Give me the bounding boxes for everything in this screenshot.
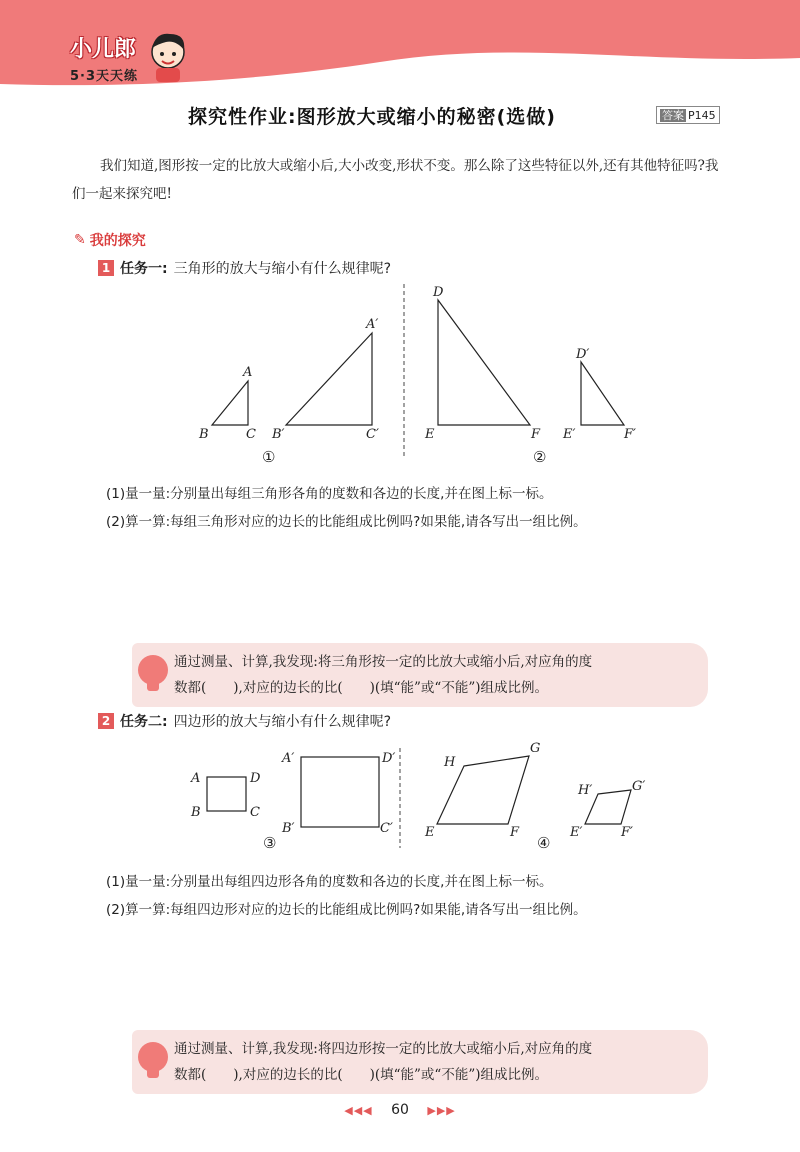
intro-paragraph: 我们知道,图形按一定的比放大或缩小后,大小改变,形状不变。那么除了这些特征以外,还有其他特征吗?我们一起来探究吧! — [72, 158, 719, 202]
page-title: 探究性作业:图形放大或缩小的秘密(选做) — [188, 106, 556, 128]
vertex-label: B — [199, 427, 209, 442]
task2-number: 2 — [98, 713, 114, 729]
vertex-label: C — [246, 427, 256, 442]
vertex-label: G — [530, 741, 541, 756]
task2-conclusion-box — [132, 1030, 708, 1094]
vertex-label: G′ — [632, 779, 646, 794]
vertex-label: E — [425, 427, 435, 442]
group-mark: ③ — [263, 834, 277, 852]
vertex-label: C′ — [380, 821, 393, 836]
task1-text: 三角形的放大与缩小有什么规律呢? — [173, 261, 392, 277]
task2-label: 任务二: — [120, 714, 168, 730]
task2-question1: (1)量一量:分别量出每组四边形各角的度数和各边的长度,并在图上标一标。 — [106, 874, 553, 890]
vertex-label: F′ — [621, 825, 633, 840]
lightbulb-icon — [138, 1042, 168, 1072]
task2-question2: (2)算一算:每组四边形对应的边长的比能组成比例吗?如果能,请各写出一组比例。 — [106, 902, 587, 918]
task1-note-line1: 通过测量、计算,我发现:将三角形按一定的比放大或缩小后,对应角的度 — [174, 654, 593, 670]
page-footer — [0, 1102, 800, 1118]
vertex-label: D′ — [382, 751, 396, 766]
brand-name: 小儿郎 — [70, 37, 137, 62]
vertex-label: H — [444, 755, 456, 770]
vertex-label: A — [191, 771, 201, 786]
vertex-label: D — [250, 771, 261, 786]
vertex-label: A′ — [366, 317, 379, 332]
series-name: 5·3天天练 — [70, 69, 139, 84]
page-number: 60 — [391, 1102, 409, 1118]
task2-note-line2: 数都( ),对应的边长的比( )(填“能”或“不能”)组成比例。 — [174, 1067, 548, 1083]
vertex-label: A′ — [282, 751, 295, 766]
vertex-label: F′ — [624, 427, 636, 442]
vertex-label: F — [510, 825, 520, 840]
left-arrows-icon: ◀◀◀ — [344, 1104, 373, 1117]
right-arrows-icon: ▶▶▶ — [427, 1104, 456, 1117]
task2-note-line1: 通过测量、计算,我发现:将四边形按一定的比放大或缩小后,对应角的度 — [174, 1041, 593, 1057]
answer-label: 答案 — [662, 109, 684, 122]
answer-page: P145 — [688, 109, 716, 122]
group-mark: ④ — [537, 834, 551, 852]
section-title: 我的探究 — [89, 233, 146, 249]
vertex-label: A — [243, 365, 253, 380]
task1-label: 任务一: — [120, 261, 168, 277]
vertex-label: E′ — [563, 427, 576, 442]
vertex-label: D — [433, 285, 444, 300]
pencil-icon: ✎ — [74, 232, 86, 248]
vertex-label: H′ — [578, 783, 593, 798]
task1-question1: (1)量一量:分别量出每组三角形各角的度数和各边的长度,并在图上标一标。 — [106, 486, 553, 502]
square-abcd-prime — [301, 757, 379, 827]
vertex-label: B′ — [282, 821, 295, 836]
group-mark: ① — [262, 448, 276, 466]
task2-text: 四边形的放大与缩小有什么规律呢? — [173, 714, 392, 730]
vertex-label: B — [191, 805, 201, 820]
vertex-label: E′ — [570, 825, 583, 840]
group-mark: ② — [533, 448, 547, 466]
vertex-label: D′ — [576, 347, 590, 362]
vertex-label: B′ — [272, 427, 285, 442]
task1-question2: (2)算一算:每组三角形对应的边长的比能组成比例吗?如果能,请各写出一组比例。 — [106, 514, 587, 530]
square-abcd — [207, 777, 246, 811]
vertex-label: C — [250, 805, 260, 820]
task1-number: 1 — [98, 260, 114, 276]
vertex-label: C′ — [366, 427, 379, 442]
task1-note-line2: 数都( ),对应的边长的比( )(填“能”或“不能”)组成比例。 — [174, 680, 548, 696]
vertex-label: E — [425, 825, 435, 840]
vertex-label: F — [531, 427, 541, 442]
